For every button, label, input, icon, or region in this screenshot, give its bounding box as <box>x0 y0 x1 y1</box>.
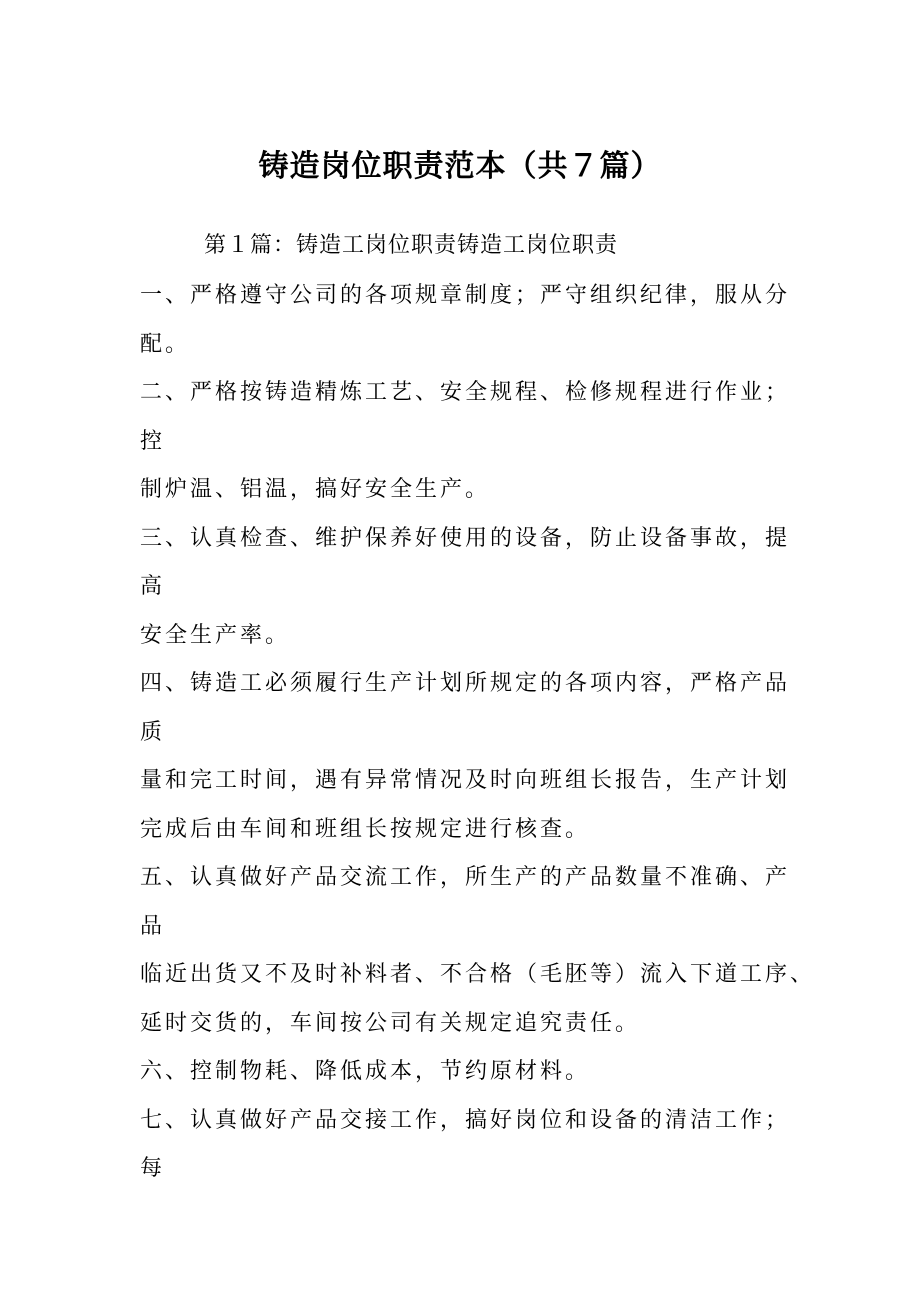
text-line: 一、严格遵守公司的各项规章制度；严守组织纪律，服从分 <box>140 283 791 308</box>
text-line: 品 <box>140 913 166 939</box>
text-line: 完成后由车间和班组长按规定进行核查。 <box>140 816 591 842</box>
text-line: 质 <box>140 719 166 745</box>
text-line: 量和完工时间，遇有异常情况及时向班组长报告，生产计划 <box>140 768 791 793</box>
text-line: 延时交货的，车间按公司有关规定追究责任。 <box>140 1010 641 1036</box>
body-text <box>140 274 816 1196</box>
section-heading: 第１篇：铸造工岗位职责铸造工岗位职责 <box>204 233 619 258</box>
document-title: 铸造岗位职责范本（共７篇） <box>258 149 662 184</box>
text-line: 高 <box>140 574 166 599</box>
text-line: 五、认真做好产品交流工作，所生产的产品数量不准确、产 <box>140 865 791 890</box>
text-line: 制炉温、铝温，搞好安全生产。 <box>140 477 491 502</box>
text-line: 四、铸造工必须履行生产计划所规定的各项内容，严格产品 <box>140 671 791 696</box>
text-line: 临近出货又不及时补料者、不合格（毛胚等）流入下道工序、 <box>140 962 816 987</box>
text-line: 三、认真检查、维护保养好使用的设备，防止设备事故，提 <box>140 525 791 551</box>
text-line: 每 <box>140 1156 166 1181</box>
text-line: 安全生产率。 <box>140 622 291 648</box>
text-line: 六、控制物耗、降低成本，节约原材料。 <box>140 1059 591 1084</box>
text-line: 二、严格按铸造精炼工艺、安全规程、检修规程进行作业； <box>140 380 791 405</box>
text-line: 控 <box>140 428 166 454</box>
text-line: 七、认真做好产品交接工作，搞好岗位和设备的清洁工作； <box>140 1107 791 1133</box>
text-line: 配。 <box>140 331 191 357</box>
